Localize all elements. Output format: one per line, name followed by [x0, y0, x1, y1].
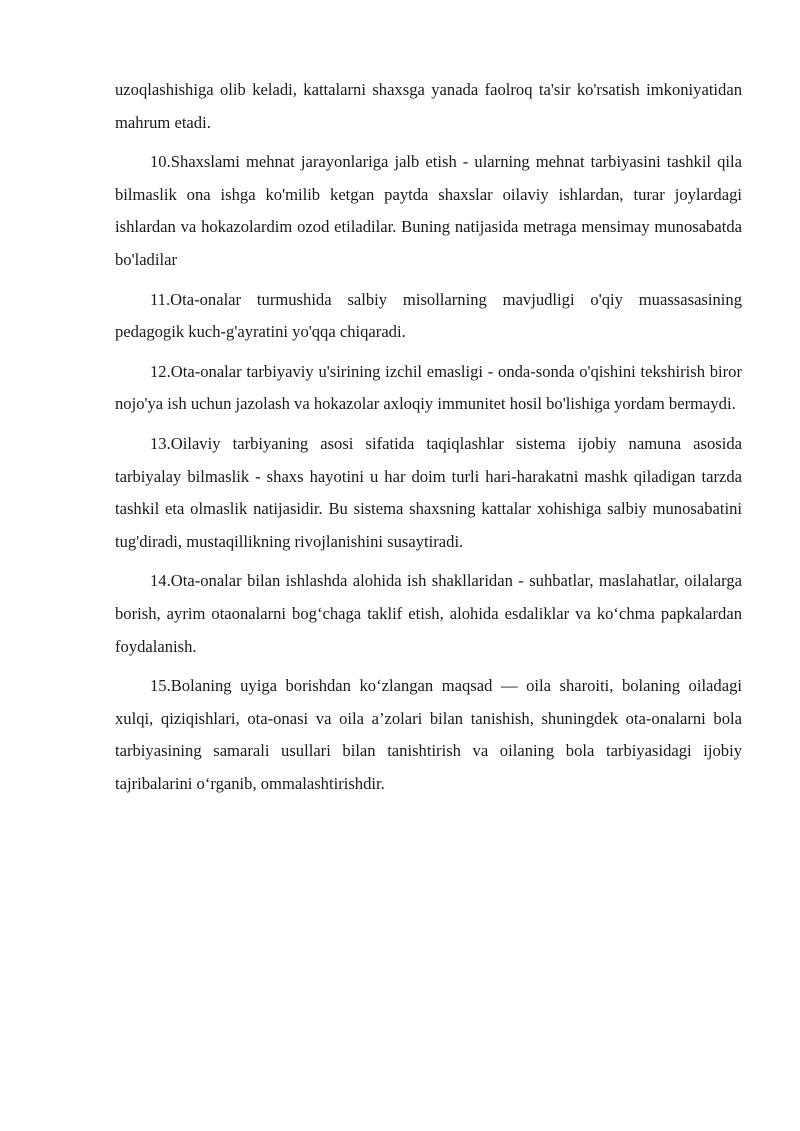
- paragraph-item-15: 15.Bolaning uyiga borishdan ko‘zlangan maqsad — oila sharoiti, bolaning oiladagi xulqi, qiziqishlari, ota-onasi va oila a’zolari bilan tanishish, shuningdek ota-onalarni bola tarbiyasining samarali usullari bilan tanishtirish va oilaning bola tarbiyasidagi ijobiy tajribalarini o‘rganib, ommalashtirishdir.: [115, 676, 742, 793]
- paragraph-item-12: 12.Ota-onalar tarbiyaviy u'sirining izchil emasligi - onda-sonda o'qishini tekshirish biror nojo'ya ish uchun jazolash va hokazolar axloqiy immunitet hosil bo'lishiga yordam bermaydi.: [115, 361, 742, 414]
- paragraph-item-13: 13.Oilaviy tarbiyaning asosi sifatida taqiqlashlar sistema ijobiy namuna asosida tarbiyalay bilmaslik - shaxs hayotini u har doim turli hari-harakatni mashk qiladigan tarzda tashkil eta olmaslik natijasidir. Bu sistema shaxsning kattalar xohishiga salbiy munosabatini tug'diradi, mustaqillikning rivojlanishini susaytiradi.: [115, 433, 742, 551]
- paragraph-item-14: 14.Ota-onalar bilan ishlashda alohida ish shakllaridan - suhbatlar, maslahatlar, oilalarga borish, ayrim otaonalarni bog‘chaga taklif etish, alohida esdaliklar va ko‘chma papkalardan foydalanish.: [115, 571, 742, 656]
- paragraph-item-11: 11.Ota-onalar turmushida salbiy misollarning mavjudligi o'qiy muassasasining pedagogik kuch-g'ayratini yo'qqa chiqaradi.: [115, 289, 742, 342]
- paragraph-item-10: 10.Shaxslami mehnat jarayonlariga jalb etish - ularning mehnat tarbiyasini tashkil qila bilmaslik ona ishga ko'milib ketgan paytda shaxslar oilaviy ishlardan, turar joylardagi ishlardan va hokazolardim ozod etiladilar. Buning natijasida metraga mensimay munosabatda bo'ladilar: [115, 152, 742, 269]
- paragraph-continuation: uzoqlashishiga olib keladi, kattalarni shaxsga yanada faolroq ta'sir ko'rsatish imkoniyatidan mahrum etadi.: [115, 80, 742, 132]
- document-body: [115, 74, 742, 807]
